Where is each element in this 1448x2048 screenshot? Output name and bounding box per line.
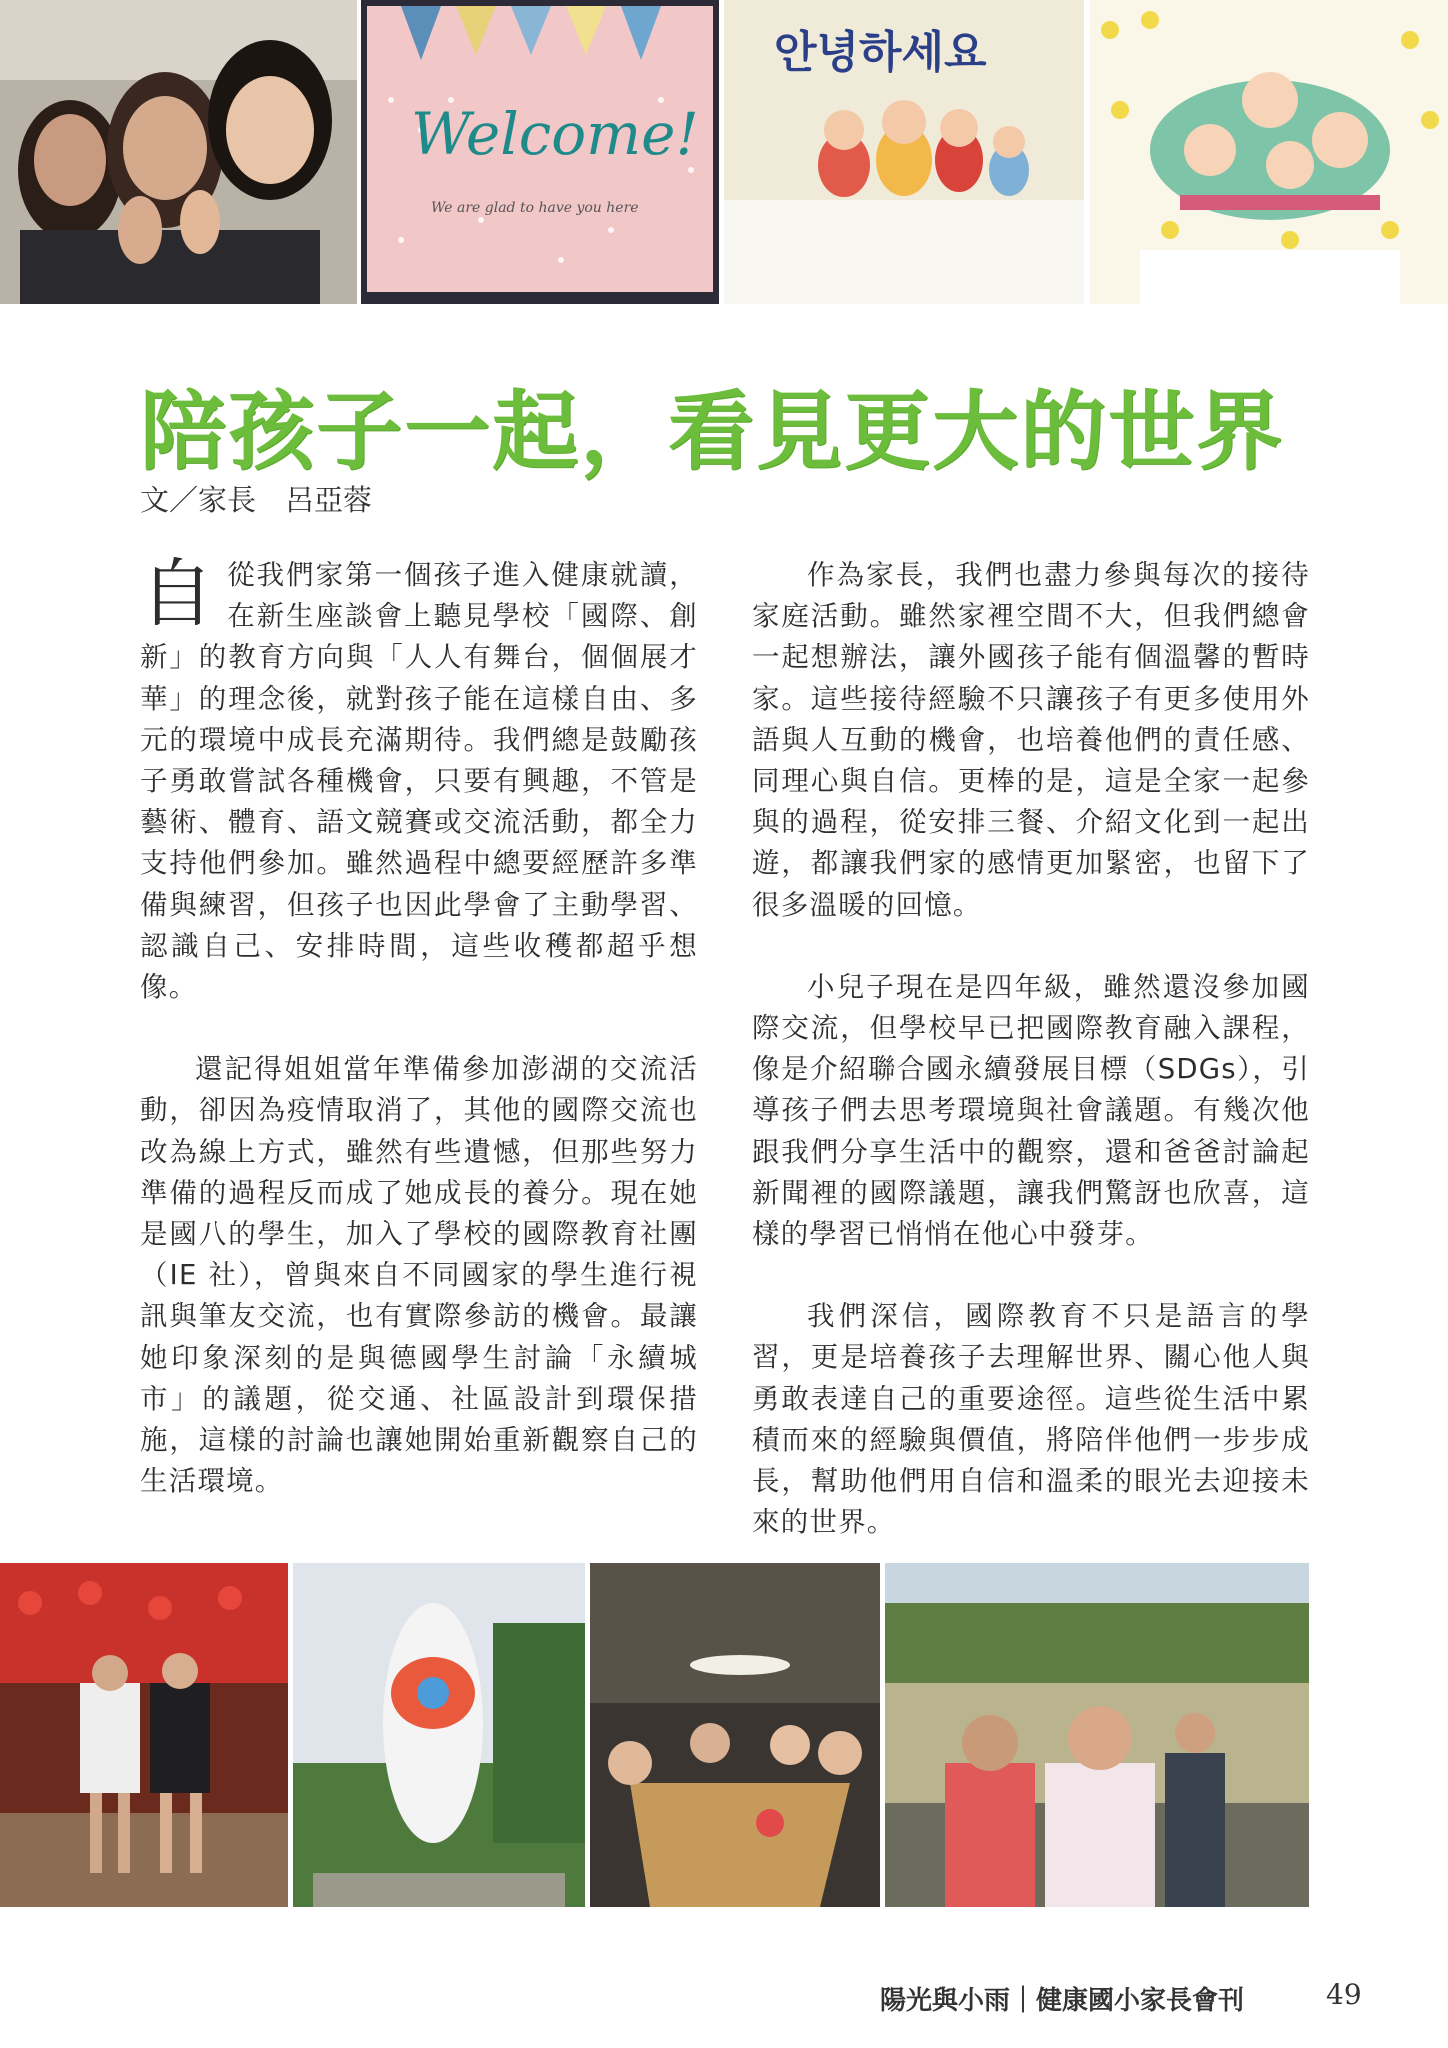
photo-family-popup-card [1090,0,1448,304]
article-column-right [752,555,1310,1584]
article-paragraph: 還記得姐姐當年準備參加澎湖的交流活動，卻因為疫情取消了，其他的國際交流也改為線上方式，雖然有些遺憾，但那些努力準備的過程反而成了她成長的養分。現在她是國八的學生，加入了學校的國際教育社團（IE 社），曾與來自不同國家的學生進行視訊與筆友交流，也有實際參訪的機會。最讓她印象深刻的是與德國學生討論「永續城市」的議題，從交通、社區設計到環保措施，這樣的討論也讓她開始重新觀察自己的生活環境。 [140,1053,698,1498]
photo-hiking-group [885,1563,1309,1907]
paragraph-text: 從我們家第一個孩子進入健康就讀，在新生座談會上聽見學校「國際、創新」的教育方向與「人人有舞台，個個展才華」的理念後，就對孩子能在這樣自由、多元的環境中成長充滿期待。我們總是鼓勵孩子勇敢嘗試各種機會，只要有興趣，不管是藝術、體育、語文競賽或交流活動，都全力支持他們參加。雖然過程中總要經歷許多準備與練習，但孩子也因此學會了主動學習、認識自己、安排時間，這些收穫都超乎想像。 [140,559,698,1004]
article-title: 陪孩子一起，看見更大的世界 [140,382,1284,482]
footer-publication: 陽光與小雨｜健康國小家長會刊 [880,1986,1245,2016]
article-paragraph: 小兒子現在是四年級，雖然還沒參加國際交流，但學校早已把國際教育融入課程，像是介紹聯合國永續發展目標（SDGs），引導孩子們去思考環境與社會議題。有幾次他跟我們分享生活中的觀察，還和爸爸討論起新聞裡的國際議題，讓我們驚訝也欣喜，這樣的學習已悄悄在他心中發芽。 [752,970,1310,1251]
welcome-card-text: Welcome! [411,100,699,168]
photo-welcome-card [361,0,719,304]
photo-korean-card [724,0,1084,304]
photo-temple-girls [0,1563,288,1907]
article-paragraph: 作為家長，我們也盡力參與每次的接待家庭活動。雖然家裡空間不大，但我們總會一起想辦法，讓外國孩子能有個溫馨的暫時家。這些接待經驗不只讓孩子有更多使用外語與人互動的機會，也培養他們的責任感、同理心與自信。更棒的是，這是全家一起參與的過程，從安排三餐、介紹文化到一起出遊，都讓我們家的感情更加緊密，也留下了很多溫暖的回憶。 [752,559,1310,921]
photo-selfie-girls [0,0,357,304]
korean-card-text: 안녕하세요 [774,27,987,78]
page-number: 49 [1326,1978,1362,2011]
article-paragraph: 我們深信，國際教育不只是語言的學習，更是培養孩子去理解世界、關心他人與勇敢表達自己的重要途徑。這些從生活中累積而來的經驗與價值，將陪伴他們一步步成長，幫助他們用自信和溫柔的眼光去迎接未來的世界。 [752,1300,1310,1539]
photo-dinner-table [590,1563,880,1907]
article-paragraph [140,551,698,1008]
article-byline: 文／家長 呂亞蓉 [140,483,373,517]
drop-cap: 自 [140,551,216,637]
welcome-card-subtext: We are glad to have you here [431,200,639,216]
article-column-left [140,551,698,1543]
photo-sculpture-park [293,1563,585,1907]
